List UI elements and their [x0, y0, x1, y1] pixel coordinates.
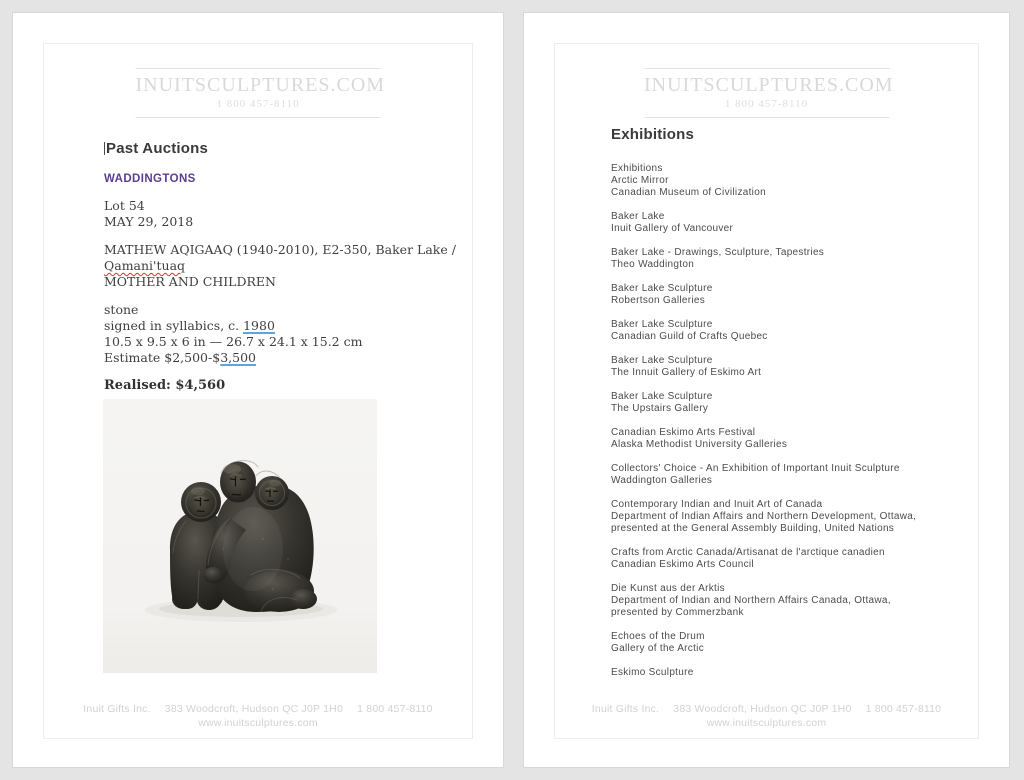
work-details-block — [104, 302, 467, 366]
site-masthead — [644, 68, 894, 118]
exhibition-line: Baker Lake Sculpture — [611, 355, 713, 366]
exhibition-line: Alaska Methodist University Galleries — [611, 439, 788, 450]
exhibition-entry — [611, 631, 981, 655]
exhibition-entry — [611, 427, 981, 451]
exhibition-entry — [611, 583, 981, 619]
exhibition-line: Canadian Guild of Crafts Quebec — [611, 331, 768, 342]
exhibition-entry — [611, 499, 981, 535]
exhibitions-content[interactable] — [611, 127, 981, 691]
artist-line: MATHEW AQIGAAQ (1940-2010), E2-350, Baker Lake / — [104, 242, 456, 257]
exhibition-entry — [611, 247, 981, 271]
text-cursor — [104, 142, 105, 155]
exhibitions-list — [611, 163, 981, 679]
footer-company: Inuit Gifts Inc. — [83, 703, 151, 715]
artist-block — [104, 242, 467, 290]
dimensions: 10.5 x 9.5 x 6 in — 26.7 x 24.1 x 15.2 cm — [104, 334, 363, 349]
footer-website: www.inuitsculptures.com — [198, 717, 318, 729]
footer-address: 383 Woodcroft, Hudson QC J0P 1H0 — [164, 703, 343, 715]
suggestion-flagged-amount[interactable]: 3,500 — [220, 350, 256, 365]
exhibition-line: Eskimo Sculpture — [611, 667, 694, 678]
footer-address: 383 Woodcroft, Hudson QC J0P 1H0 — [673, 703, 852, 715]
exhibition-entry — [611, 547, 981, 571]
exhibition-entry — [611, 319, 981, 343]
site-phone: 1 800 457-8110 — [724, 98, 809, 110]
exhibition-line: Baker Lake — [611, 211, 665, 222]
signed-line: signed in syllabics, c. 1980 — [104, 318, 275, 333]
work-title: MOTHER AND CHILDREN — [104, 274, 276, 289]
medium: stone — [104, 302, 139, 317]
exhibition-entry — [611, 391, 981, 415]
page-title — [104, 141, 467, 157]
footer-website: www.inuitsculptures.com — [706, 717, 827, 729]
sale-date: MAY 29, 2018 — [104, 214, 194, 229]
exhibition-line: presented by Commerzbank — [611, 607, 744, 618]
exhibition-line: Gallery of the Arctic — [611, 643, 704, 654]
exhibition-line: Arctic Mirror — [611, 175, 669, 186]
document-page-past-auctions — [12, 12, 504, 768]
exhibition-line: Theo Waddington — [611, 259, 695, 270]
past-auctions-content[interactable] — [104, 141, 467, 394]
lot-number: Lot 54 — [104, 198, 145, 213]
realised-price: Realised: $4,560 — [104, 378, 226, 393]
exhibition-line: Canadian Eskimo Arts Council — [611, 559, 754, 570]
exhibition-line: Baker Lake Sculpture — [611, 319, 713, 330]
exhibition-line: Waddington Galleries — [611, 475, 713, 486]
footer-line1 — [524, 702, 1009, 716]
footer-phone: 1 800 457-8110 — [357, 703, 433, 715]
page-title: Exhibitions — [611, 126, 695, 143]
exhibition-entry — [611, 211, 981, 235]
exhibition-line: Robertson Galleries — [611, 295, 706, 306]
exhibition-entry — [611, 355, 981, 379]
site-phone: 1 800 457-8110 — [216, 98, 300, 110]
spellcheck-flagged-word[interactable]: Qamani'tuaq — [104, 258, 186, 273]
exhibition-entry — [611, 667, 981, 679]
exhibition-line: Baker Lake Sculpture — [611, 391, 713, 402]
exhibition-line: The Upstairs Gallery — [611, 403, 709, 414]
document-page-exhibitions — [523, 12, 1010, 768]
exhibition-line: Baker Lake Sculpture — [611, 283, 713, 294]
exhibition-line: presented at the General Assembly Building, United Nations — [611, 523, 895, 534]
exhibition-entry — [611, 163, 981, 199]
exhibition-line: Contemporary Indian and Inuit Art of Canada — [611, 499, 823, 510]
exhibition-line: Department of Indian and Northern Affairs Canada, Ottawa, — [611, 595, 891, 606]
site-logo: INUITSCULPTURES.COM — [644, 74, 894, 96]
footer-phone: 1 800 457-8110 — [865, 703, 942, 715]
page-footer — [13, 702, 503, 730]
lot-photo-mother-and-children-sculpture — [103, 399, 377, 673]
site-logo: INUITSCULPTURES.COM — [135, 74, 386, 96]
exhibition-line: Baker Lake - Drawings, Sculpture, Tapestries — [611, 247, 825, 258]
exhibition-entry — [611, 463, 981, 487]
exhibition-line: Canadian Museum of Civilization — [611, 187, 766, 198]
exhibition-line: Canadian Eskimo Arts Festival — [611, 427, 756, 438]
page-title-text: Past Auctions — [106, 140, 209, 157]
exhibition-line: Collectors' Choice - An Exhibition of Important Inuit Sculpture — [611, 463, 900, 474]
footer-line1 — [13, 702, 503, 716]
site-masthead — [135, 68, 386, 118]
exhibition-line: Echoes of the Drum — [611, 631, 705, 642]
lot-header — [104, 198, 467, 230]
estimate-line: Estimate $2,500-$3,500 — [104, 350, 256, 365]
exhibition-line: The Innuit Gallery of Eskimo Art — [611, 367, 762, 378]
exhibition-line: Inuit Gallery of Vancouver — [611, 223, 734, 234]
page-footer — [524, 702, 1009, 730]
exhibition-entry — [611, 283, 981, 307]
suggestion-flagged-year[interactable]: 1980 — [243, 318, 275, 333]
artist-community — [104, 258, 467, 274]
exhibition-line: Die Kunst aus der Arktis — [611, 583, 725, 594]
exhibition-line: Department of Indian Affairs and Northern Development, Ottawa, — [611, 511, 917, 522]
footer-company: Inuit Gifts Inc. — [591, 703, 660, 715]
exhibition-line: Exhibitions — [611, 163, 663, 174]
auction-house-label: WADDINGTONS — [104, 173, 196, 185]
exhibition-line: Crafts from Arctic Canada/Artisanat de l'arctique canadien — [611, 547, 885, 558]
